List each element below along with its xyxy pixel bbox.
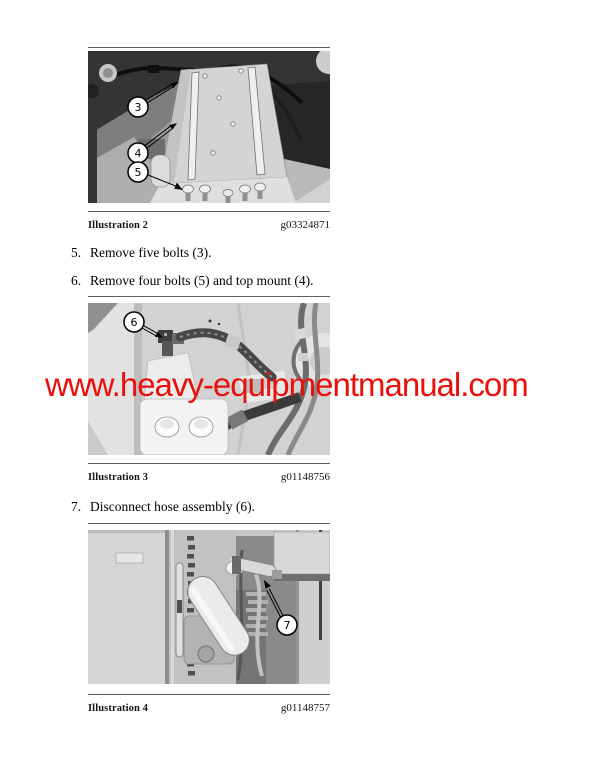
figure3-top-rule	[88, 523, 330, 524]
svg-text:3: 3	[134, 101, 142, 114]
figure1-photo	[88, 51, 330, 203]
svg-text:7: 7	[283, 619, 291, 632]
step-5-number: 5.	[71, 245, 82, 260]
figure3-code: g01148757	[280, 702, 330, 714]
figure3-photo	[88, 530, 330, 684]
callout-5	[128, 162, 148, 182]
figure1-bottom-rule	[88, 211, 330, 212]
step-7-text: Disconnect hose assembly (6).	[90, 499, 255, 514]
figure3-caption-row	[88, 702, 330, 714]
figure1-caption: Illustration 2	[88, 220, 149, 231]
figure1-top-rule	[88, 47, 330, 48]
step-7	[71, 499, 255, 515]
figure2-caption: Illustration 3	[88, 472, 149, 483]
figure3-caption: Illustration 4	[88, 703, 149, 714]
step-5-text: Remove five bolts (3).	[90, 245, 212, 260]
svg-text:6: 6	[130, 316, 138, 329]
step-6	[71, 273, 313, 289]
step-7-number: 7.	[71, 499, 82, 514]
figure2-code: g01148756	[280, 471, 330, 483]
callout-3	[128, 97, 148, 117]
step-5	[71, 245, 211, 261]
svg-text:4: 4	[134, 147, 142, 160]
figure2-caption-row	[88, 471, 330, 483]
callout-7	[277, 615, 297, 635]
figure1-code: g03324871	[280, 219, 330, 231]
step-6-number: 6.	[71, 273, 82, 288]
figure1-caption-row	[88, 219, 330, 231]
watermark: www.heavy-equipmentmanual.com	[45, 366, 528, 403]
figure2-top-rule	[88, 296, 330, 297]
figure3-bottom-rule	[88, 694, 330, 695]
figure2-bottom-rule	[88, 463, 330, 464]
svg-text:5: 5	[134, 166, 142, 179]
step-6-text: Remove four bolts (5) and top mount (4).	[90, 273, 314, 288]
callout-6	[124, 312, 144, 332]
callout-4	[128, 143, 148, 163]
